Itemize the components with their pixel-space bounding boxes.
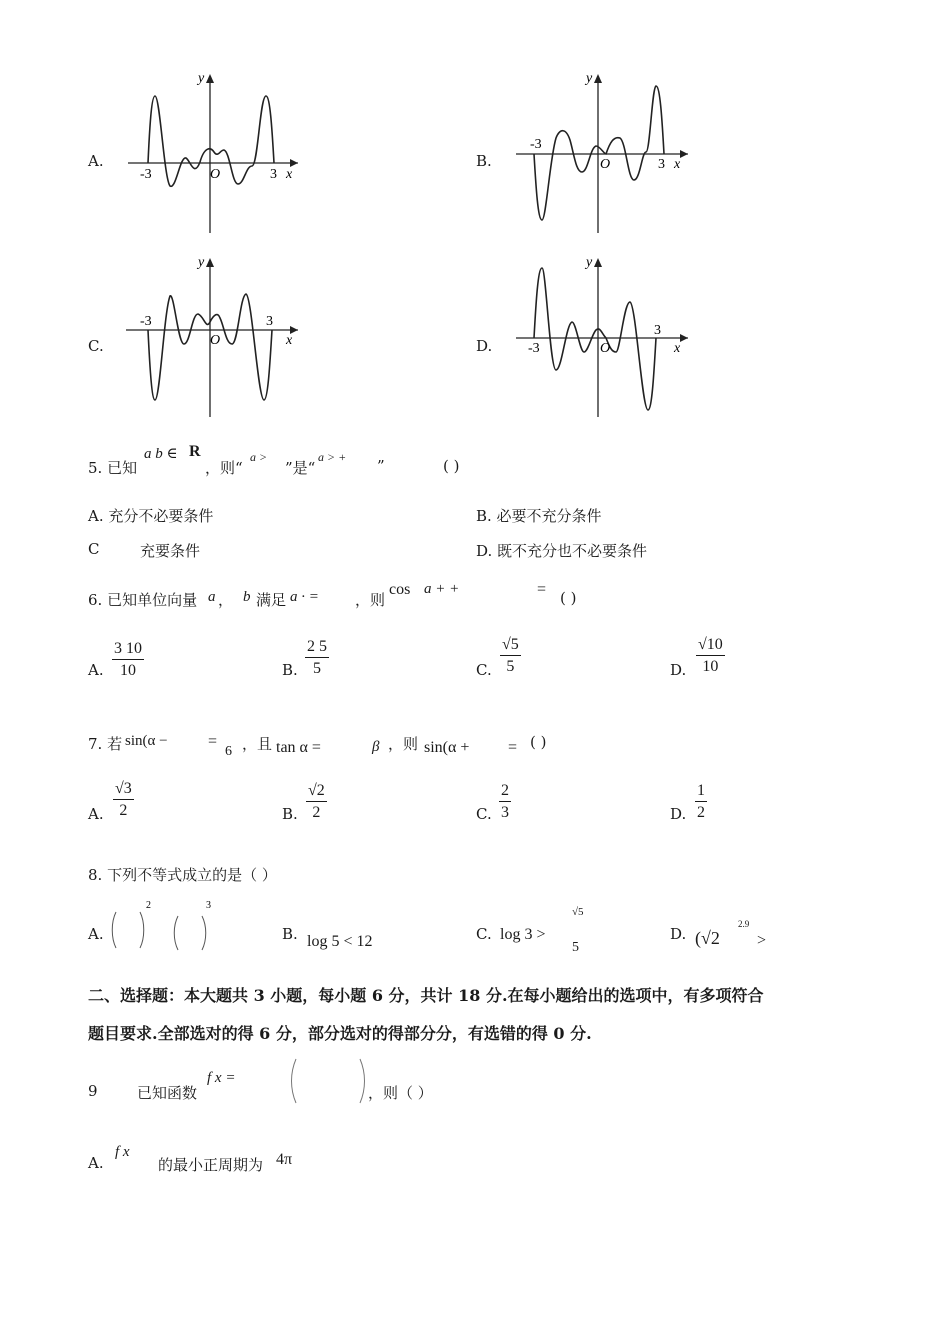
graph-d-label: D. xyxy=(476,337,493,355)
tick-3: 3 xyxy=(266,314,273,329)
numerator: √2 xyxy=(306,782,327,802)
q6-option-c-label[interactable]: C. xyxy=(476,661,492,679)
denominator: 5 xyxy=(313,660,321,677)
q5-option-a[interactable]: A. 充分不必要条件 xyxy=(88,507,214,525)
q7-eq2: = xyxy=(508,739,518,756)
q7-paren: ( ) xyxy=(530,733,547,751)
q6-option-b-label[interactable]: B. xyxy=(282,661,298,679)
q7-tan-expr: tan α = xyxy=(276,739,321,756)
curve-b xyxy=(534,86,664,220)
x-label: x xyxy=(674,157,681,172)
section2-heading-line2: 题目要求.全部选对的得 6 分，部分选对的得部分分，有选错的得 0 分. xyxy=(88,1024,592,1043)
denominator: 10 xyxy=(702,658,719,675)
q5-cond2: a > + xyxy=(318,450,347,464)
q5-mid1: ，则“ xyxy=(205,459,243,477)
exponent-3: 3 xyxy=(206,900,211,911)
exponent-2: 2 xyxy=(146,900,151,911)
q5-option-c-label[interactable]: C xyxy=(88,540,100,558)
q6-option-c-value[interactable] xyxy=(500,636,521,676)
x-axis-arrow-icon xyxy=(290,159,298,167)
q8-stem: 8. 下列不等式成立的是（ ） xyxy=(88,866,277,884)
y-axis-arrow-icon xyxy=(206,74,214,83)
graph-c xyxy=(120,252,300,422)
q6-eq: = xyxy=(537,581,547,598)
tick-3: 3 xyxy=(654,323,661,338)
numerator: 3 10 xyxy=(112,640,144,660)
denominator: 5 xyxy=(506,658,515,675)
y-axis-arrow-icon xyxy=(206,258,214,267)
q5-option-d[interactable]: D. 既不充分也不必要条件 xyxy=(476,542,648,560)
q9-option-a-text: 的最小正周期为 xyxy=(158,1156,264,1174)
q7-and: ，且 xyxy=(242,735,273,753)
y-label: y xyxy=(198,71,205,86)
x-axis-arrow-icon xyxy=(680,150,688,158)
q6-cos: cos xyxy=(389,581,411,598)
q6-option-a-label[interactable]: A. xyxy=(88,661,104,679)
numerator: 2 xyxy=(499,782,511,802)
q9-then: ，则（ ） xyxy=(368,1084,433,1102)
q6-option-d-label[interactable]: D. xyxy=(670,661,687,679)
tick-neg3: -3 xyxy=(140,167,152,182)
tick-neg3: -3 xyxy=(530,137,542,152)
q5-stem-prefix: 5. 已知 xyxy=(88,459,138,477)
q9-option-a-label[interactable]: A. xyxy=(88,1154,104,1172)
q8-option-c-frac-top: √5 xyxy=(572,906,584,918)
q7-sin-expr: sin(α − xyxy=(125,733,168,749)
graph-d xyxy=(510,252,690,422)
q8-option-a-label[interactable]: A. xyxy=(88,925,104,943)
q6-stem: 6. 已知单位向量 xyxy=(88,591,198,609)
q8-option-a-expr[interactable] xyxy=(108,898,218,956)
q6-vec-a: a xyxy=(208,589,216,605)
graph-c-label: C. xyxy=(88,337,104,355)
q8-option-d-gt: > xyxy=(757,932,767,949)
x-axis-arrow-icon xyxy=(680,334,688,342)
q7-option-d-label[interactable]: D. xyxy=(670,805,687,823)
q7-prefix: 7. 若 xyxy=(88,735,123,753)
q7-eq1: = xyxy=(208,733,218,750)
q7-option-b-value[interactable] xyxy=(306,782,327,822)
q7-option-b-label[interactable]: B. xyxy=(282,805,298,823)
q8-option-d-expr[interactable]: (√2 xyxy=(695,928,720,948)
graph-b-label: B. xyxy=(476,152,492,170)
graph-b xyxy=(510,68,690,238)
denominator: 2 xyxy=(119,802,128,819)
x-label: x xyxy=(674,341,681,356)
q7-option-a-value[interactable] xyxy=(113,780,134,820)
q5-paren: ( ) xyxy=(443,457,460,475)
graph-a xyxy=(120,68,300,238)
denominator: 10 xyxy=(120,662,136,679)
x-label: x xyxy=(286,167,293,182)
q8-option-c-frac-bot: 5 xyxy=(572,940,579,955)
q8-option-c-expr[interactable]: log 3 > xyxy=(500,926,546,943)
curve-d xyxy=(534,268,656,410)
q9-option-a-value: 4π xyxy=(276,1151,293,1168)
q9-fx: f x = xyxy=(207,1070,236,1086)
q6-comma: ， xyxy=(218,591,234,609)
q6-expr: a + + xyxy=(424,581,460,597)
q5-math-ab: a b ∈ xyxy=(144,446,178,462)
origin-label: O xyxy=(600,157,611,172)
graph-a-label: A. xyxy=(88,152,104,170)
numerator: √10 xyxy=(696,636,725,656)
numerator: √3 xyxy=(113,780,134,800)
q6-paren: ( ) xyxy=(560,589,577,607)
q5-cond1: a > xyxy=(250,450,268,464)
y-label: y xyxy=(586,255,593,270)
q5-math-r: R xyxy=(189,443,201,460)
tick-neg3: -3 xyxy=(528,341,540,356)
q9-stem: 已知函数 xyxy=(137,1084,198,1102)
y-label: y xyxy=(586,71,593,86)
q5-end: ” xyxy=(377,457,385,475)
q5-option-c[interactable]: 充要条件 xyxy=(140,542,201,560)
q7-option-c-value[interactable] xyxy=(499,782,511,822)
q7-then: ，则 xyxy=(388,735,419,753)
x-label: x xyxy=(286,333,293,348)
q7-option-a-label[interactable]: A. xyxy=(88,805,104,823)
origin-label: O xyxy=(210,167,221,182)
q6-option-b-value[interactable] xyxy=(305,638,329,678)
y-axis-arrow-icon xyxy=(594,74,602,83)
y-label: y xyxy=(198,255,205,270)
numerator: √5 xyxy=(500,636,521,656)
q7-option-c-label[interactable]: C. xyxy=(476,805,492,823)
tick-3: 3 xyxy=(270,167,277,182)
q9-paren-expr xyxy=(288,1055,368,1105)
q6-satisfy: 满足 xyxy=(256,591,287,609)
numerator: 1 xyxy=(695,782,707,802)
q7-six: 6 xyxy=(225,744,232,759)
numerator: 2 5 xyxy=(305,638,329,658)
q8-option-b-expr[interactable]: log 5 < 12 xyxy=(307,933,373,950)
q6-option-a-value[interactable] xyxy=(112,640,144,680)
origin-label: O xyxy=(210,333,221,348)
q7-option-d-value[interactable] xyxy=(695,782,707,822)
q8-option-d-label[interactable]: D. xyxy=(670,925,687,943)
y-axis-arrow-icon xyxy=(594,258,602,267)
q8-option-d-sup: 2.9 xyxy=(738,919,750,929)
denominator: 2 xyxy=(697,804,705,821)
origin-label: O xyxy=(600,341,611,356)
q6-condition: a · = xyxy=(290,589,319,605)
q6-vec-b: b xyxy=(243,589,251,605)
q7-sin2: sin(α + xyxy=(424,739,470,756)
q7-beta: β xyxy=(372,739,380,755)
q6-option-d-value[interactable] xyxy=(696,636,725,676)
q9-option-a-fx: f x xyxy=(115,1144,130,1160)
section2-heading-line1: 二、选择题：本大题共 3 小题，每小题 6 分，共计 18 分.在每小题给出的选项中，有多项符合 xyxy=(88,986,764,1005)
q8-option-c-label[interactable]: C. xyxy=(476,925,492,943)
tick-3: 3 xyxy=(658,157,665,172)
q8-option-b-label[interactable]: B. xyxy=(282,925,298,943)
q6-then: ，则 xyxy=(355,591,386,609)
q9-number: 9 xyxy=(88,1082,98,1100)
q5-mid2: ”是“ xyxy=(285,459,316,477)
tick-neg3: -3 xyxy=(140,314,152,329)
denominator: 2 xyxy=(312,804,321,821)
q5-option-b[interactable]: B. 必要不充分条件 xyxy=(476,507,602,525)
denominator: 3 xyxy=(501,804,509,821)
